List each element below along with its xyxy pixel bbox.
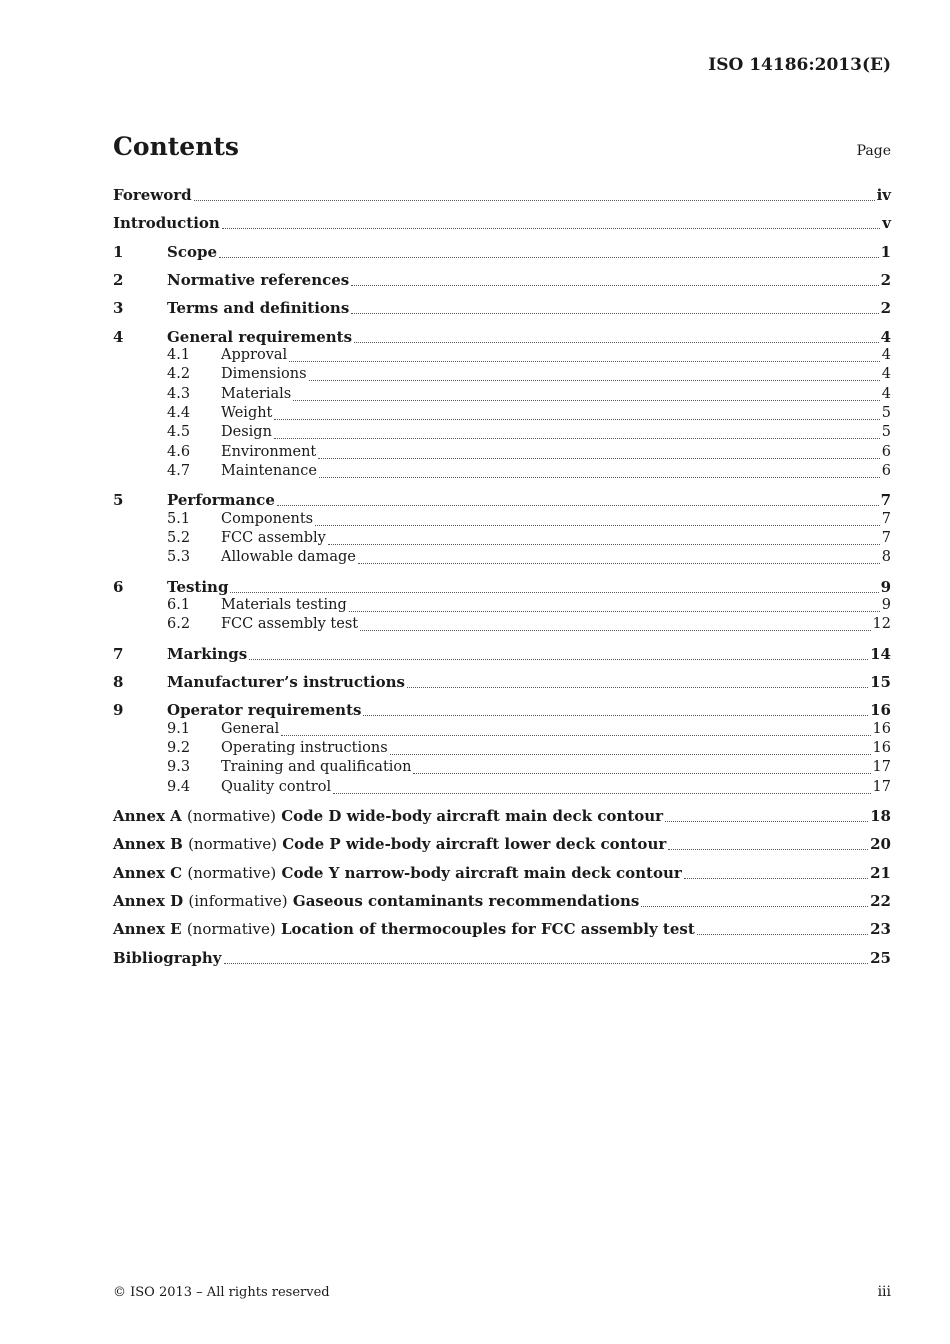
- contents-heading: Contents: [113, 132, 240, 161]
- dot-leader: [277, 505, 879, 506]
- dot-leader: [641, 906, 868, 907]
- dot-leader: [351, 313, 878, 314]
- toc-entry-number: 9.4: [167, 779, 191, 795]
- toc-entry-title: Environment: [221, 444, 317, 460]
- toc-entry-page: 5: [881, 424, 891, 440]
- toc-entry-title: Training and qualification: [221, 759, 412, 775]
- toc-entry-number: 2: [113, 271, 124, 289]
- toc-entry-title: [113, 892, 639, 910]
- toc-entry-page: 25: [870, 949, 891, 967]
- toc-entry-title: [113, 920, 695, 938]
- toc-entry-title: Testing: [167, 578, 229, 596]
- toc-entry-number: 7: [113, 645, 124, 663]
- toc-entry-number: 4.7: [167, 463, 191, 479]
- annex-type: (normative): [186, 920, 276, 938]
- annex-type: (informative): [188, 892, 288, 910]
- toc-entry-title: Maintenance: [221, 463, 317, 479]
- toc-entry-page: 1: [880, 243, 891, 261]
- toc-entry-title: Scope: [167, 243, 218, 261]
- dot-leader: [328, 544, 880, 545]
- toc-entry-page: v: [882, 214, 891, 232]
- toc-entry[interactable]: [113, 616, 891, 636]
- toc-entry[interactable]: [113, 779, 891, 799]
- toc-entry-number: 3: [113, 299, 124, 317]
- annex-type: (normative): [187, 807, 276, 825]
- toc-entry-number: 9.1: [167, 721, 191, 737]
- dot-leader: [274, 419, 879, 420]
- toc-entry-page: 15: [870, 673, 891, 691]
- dot-leader: [315, 525, 880, 526]
- toc-entry[interactable]: [113, 549, 891, 569]
- toc-entry[interactable]: [113, 366, 891, 386]
- toc-entry-page: 4: [881, 347, 891, 363]
- dot-leader: [319, 477, 880, 478]
- annex-type: (normative): [188, 835, 277, 853]
- dot-leader: [407, 687, 868, 688]
- annex-title: Gaseous contaminants recommendations: [292, 892, 640, 910]
- toc-entry-title: Terms and definitions: [167, 299, 350, 317]
- toc-entry-number: 5: [113, 491, 124, 509]
- toc-entry-number: 5.3: [167, 549, 191, 565]
- dot-leader: [318, 458, 880, 459]
- toc-entry-number: 4.1: [167, 347, 191, 363]
- toc-entry-title: Components: [221, 511, 314, 527]
- toc-entry[interactable]: [113, 597, 891, 617]
- toc-entry-title: Bibliography: [113, 949, 222, 967]
- toc-entry-page: 9: [881, 597, 891, 613]
- toc-entry[interactable]: [113, 920, 891, 940]
- toc-entry-title: Weight: [221, 405, 273, 421]
- toc-entry-number: 5.2: [167, 530, 191, 546]
- dot-leader: [413, 773, 870, 774]
- toc-entry[interactable]: [113, 271, 891, 291]
- toc-entry-number: 4.3: [167, 386, 191, 402]
- toc-entry[interactable]: [113, 673, 891, 693]
- toc-entry[interactable]: [113, 386, 891, 406]
- annex-title: Code Y narrow-body aircraft main deck contour: [281, 864, 682, 882]
- footer-page-number: iii: [877, 1284, 891, 1300]
- toc-entry[interactable]: [113, 807, 891, 827]
- toc-entry[interactable]: [113, 759, 891, 779]
- annex-title: Code D wide-body aircraft main deck contour: [281, 807, 664, 825]
- toc-entry-number: 9: [113, 701, 124, 719]
- dot-leader: [358, 563, 880, 564]
- toc-entry-title: General requirements: [167, 328, 353, 346]
- toc-entry-number: 8: [113, 673, 124, 691]
- annex-label: Annex D: [113, 892, 184, 910]
- toc-entry-number: 9.2: [167, 740, 191, 756]
- toc-entry-page: 21: [870, 864, 891, 882]
- toc-entry-title: Manufacturer’s instructions: [167, 673, 405, 691]
- toc-entry[interactable]: [113, 491, 891, 511]
- dot-leader: [293, 400, 880, 401]
- toc-entry-title: [113, 864, 682, 882]
- toc-entry-title: [113, 807, 663, 825]
- toc-entry[interactable]: [113, 578, 891, 598]
- toc-entry-page: 4: [881, 366, 891, 382]
- toc-entry-title: Materials testing: [221, 597, 347, 613]
- dot-leader: [390, 754, 871, 755]
- toc-entry[interactable]: [113, 530, 891, 550]
- toc-entry-page: 7: [880, 491, 891, 509]
- toc-entry-title: FCC assembly test: [221, 616, 359, 632]
- dot-leader: [249, 659, 868, 660]
- dot-leader: [274, 438, 880, 439]
- dot-leader: [360, 630, 870, 631]
- toc-entry-title: FCC assembly: [221, 530, 326, 546]
- toc-entry-page: 14: [870, 645, 891, 663]
- toc-entry[interactable]: [113, 299, 891, 319]
- document-identifier: ISO 14186:2013(E): [708, 55, 891, 75]
- toc-entry-title: Design: [221, 424, 272, 440]
- toc-entry-title: Materials: [221, 386, 292, 402]
- toc-entry[interactable]: [113, 864, 891, 884]
- dot-leader: [668, 849, 868, 850]
- toc-entry-page: 17: [872, 779, 891, 795]
- toc-entry[interactable]: [113, 721, 891, 741]
- toc-entry-title: Approval: [221, 347, 288, 363]
- toc-entry-page: iv: [876, 186, 891, 204]
- toc-entry-page: 6: [881, 444, 891, 460]
- toc-entry-title: Foreword: [113, 186, 192, 204]
- toc-entry-number: 6: [113, 578, 124, 596]
- toc-entry-page: 17: [872, 759, 891, 775]
- dot-leader: [665, 821, 868, 822]
- toc-entry-number: 4.2: [167, 366, 191, 382]
- toc-entry-title: General: [221, 721, 280, 737]
- toc-entry[interactable]: [113, 347, 891, 367]
- toc-entry-title: Markings: [167, 645, 248, 663]
- toc-entry-number: 5.1: [167, 511, 191, 527]
- dot-leader: [289, 361, 880, 362]
- toc-entry-page: 7: [881, 530, 891, 546]
- annex-type: (normative): [187, 864, 277, 882]
- toc-entry[interactable]: [113, 214, 891, 234]
- toc-entry-title: [113, 835, 666, 853]
- toc-entry-page: 16: [872, 721, 891, 737]
- dot-leader: [224, 963, 869, 964]
- toc-entry-page: 20: [870, 835, 891, 853]
- toc-entry[interactable]: [113, 740, 891, 760]
- annex-title: Location of thermocouples for FCC assembly test: [280, 920, 695, 938]
- toc-entry-number: 4: [113, 328, 124, 346]
- toc-entry-number: 4.4: [167, 405, 191, 421]
- toc-entry-number: 6.2: [167, 616, 191, 632]
- toc-entry[interactable]: [113, 463, 891, 483]
- toc-entry-title: Dimensions: [221, 366, 307, 382]
- toc-entry[interactable]: [113, 444, 891, 464]
- dot-leader: [349, 611, 880, 612]
- dot-leader: [222, 228, 880, 229]
- toc-entry-page: 5: [881, 405, 891, 421]
- toc-entry-page: 2: [880, 271, 891, 289]
- toc-entry-title: Operator requirements: [167, 701, 362, 719]
- page-column-label: Page: [856, 143, 891, 159]
- dot-leader: [309, 380, 880, 381]
- toc-entry-number: 1: [113, 243, 124, 261]
- toc-entry-number: 4.5: [167, 424, 191, 440]
- annex-label: Annex A: [113, 807, 182, 825]
- dot-leader: [684, 878, 868, 879]
- dot-leader: [230, 592, 878, 593]
- toc-entry-page: 18: [870, 807, 891, 825]
- dot-leader: [363, 715, 868, 716]
- toc-entry-page: 9: [880, 578, 891, 596]
- toc-entry[interactable]: [113, 892, 891, 912]
- toc-entry[interactable]: [113, 701, 891, 721]
- toc-entry[interactable]: [113, 328, 891, 348]
- dot-leader: [351, 285, 878, 286]
- toc-entry-page: 12: [872, 616, 891, 632]
- toc-entry[interactable]: [113, 424, 891, 444]
- toc-entry-page: 8: [881, 549, 891, 565]
- dot-leader: [194, 200, 875, 201]
- toc-entry-title: Introduction: [113, 214, 220, 232]
- toc-entry[interactable]: [113, 949, 891, 969]
- toc-entry-number: 4.6: [167, 444, 191, 460]
- toc-entry-title: Operating instructions: [221, 740, 388, 756]
- footer-copyright: © ISO 2013 – All rights reserved: [113, 1285, 330, 1300]
- toc-entry-page: 7: [881, 511, 891, 527]
- dot-leader: [219, 257, 879, 258]
- dot-leader: [281, 735, 870, 736]
- dot-leader: [697, 934, 868, 935]
- toc-entry-title: Allowable damage: [221, 549, 356, 565]
- toc-entry[interactable]: [113, 186, 891, 206]
- annex-label: Annex C: [113, 864, 183, 882]
- toc-entry-page: 16: [872, 740, 891, 756]
- toc-entry-page: 4: [881, 386, 891, 402]
- toc-entry-title: Performance: [167, 491, 275, 509]
- toc-entry-page: 22: [870, 892, 891, 910]
- toc-entry-page: 16: [870, 701, 891, 719]
- toc-entry[interactable]: [113, 835, 891, 855]
- dot-leader: [354, 342, 879, 343]
- toc-entry-page: 2: [880, 299, 891, 317]
- toc-entry-title: Normative references: [167, 271, 350, 289]
- toc-entry[interactable]: [113, 405, 891, 425]
- toc-entry[interactable]: [113, 243, 891, 263]
- toc-entry-number: 6.1: [167, 597, 191, 613]
- toc-entry[interactable]: [113, 511, 891, 531]
- toc-entry-page: 6: [881, 463, 891, 479]
- toc-entry-page: 4: [880, 328, 891, 346]
- toc-entry-number: 9.3: [167, 759, 191, 775]
- toc-entry-title: Quality control: [221, 779, 332, 795]
- annex-title: Code P wide-body aircraft lower deck contour: [282, 835, 667, 853]
- toc-entry-page: 23: [870, 920, 891, 938]
- dot-leader: [333, 793, 870, 794]
- toc-entry[interactable]: [113, 645, 891, 665]
- annex-label: Annex E: [113, 920, 182, 938]
- annex-label: Annex B: [113, 835, 183, 853]
